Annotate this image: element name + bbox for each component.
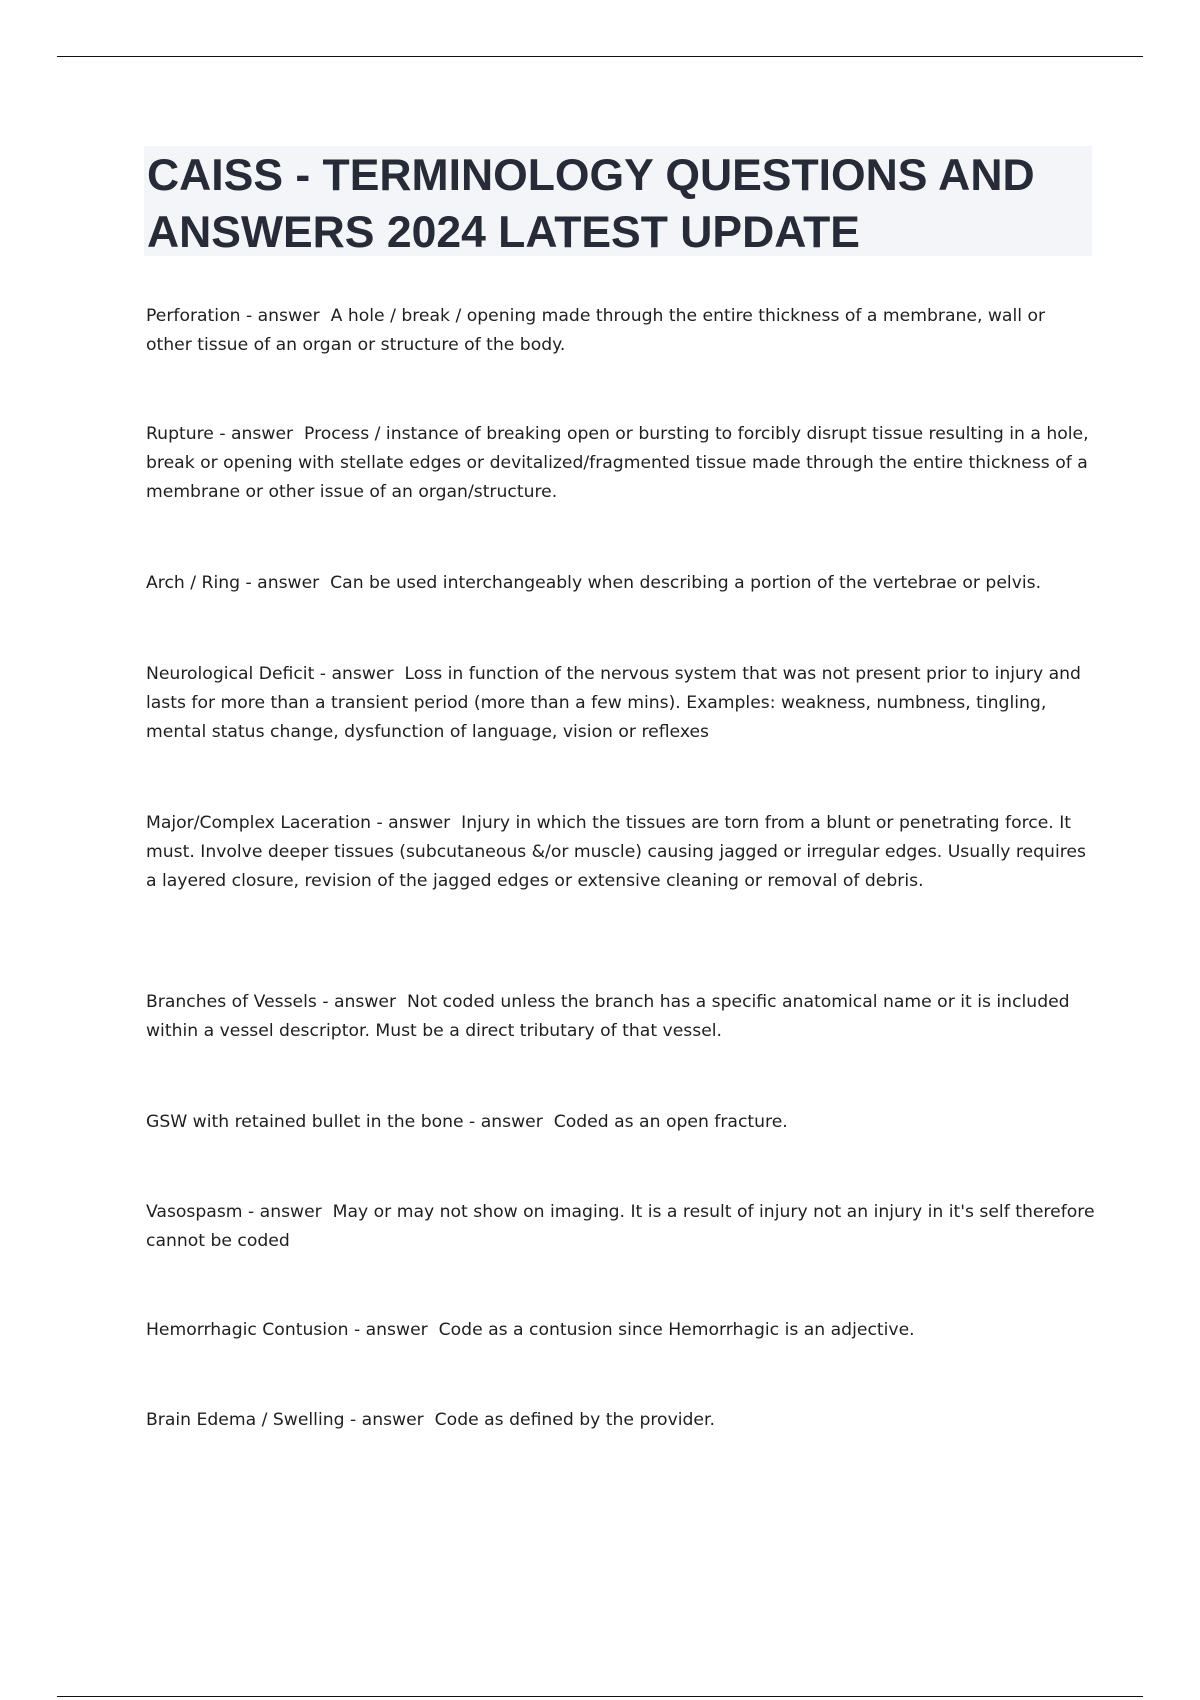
entry-definition: Injury in which the tissues are torn from a blunt or penetrating force. It must. Involve deeper tissues (subcutaneous &/or muscle) causing jagged or irregular edges. Usually requires a layered closure, revision of the jagged edges or extensive cleaning or removal of debris. <box>146 813 1086 891</box>
title-box <box>144 146 1092 256</box>
entry-term: Rupture <box>146 424 214 444</box>
entry-perforation <box>146 302 1096 360</box>
entry-term: Neurological Deficit <box>146 664 315 684</box>
document-title: CAISS - TERMINOLOGY QUESTIONS AND ANSWERS 2024 LATEST UPDATE <box>147 151 1035 257</box>
entry-term: Vasospasm <box>146 1202 243 1222</box>
entry-neurological-deficit <box>146 660 1096 747</box>
entry-separator: - answer <box>348 1320 439 1340</box>
entry-hemorrhagic-contusion <box>146 1316 1096 1345</box>
entry-definition: Process / instance of breaking open or bursting to forcibly disrupt tissue resulting in a hole, break or opening with stellate edges or devitalized/fragmented tissue made through the entire thickness of a membrane or other issue of an organ/structure. <box>146 424 1089 502</box>
entry-major-complex-laceration <box>146 809 1096 896</box>
bottom-rule <box>57 1696 1143 1697</box>
entry-separator: - answer <box>463 1112 554 1132</box>
entry-term: GSW with retained bullet in the bone <box>146 1112 464 1132</box>
entry-definition: Code as a contusion since Hemorrhagic is an adjective. <box>438 1320 915 1340</box>
entry-vasospasm <box>146 1198 1096 1256</box>
entry-separator: - answer <box>242 1202 333 1222</box>
entry-separator: - answer <box>240 306 331 326</box>
entry-separator: - answer <box>316 992 407 1012</box>
entry-definition: Loss in function of the nervous system that was not present prior to injury and lasts for more than a transient period (more than a few mins). Examples: weakness, numbness, tingling, mental status change, dysfunction of language, vision or reflexes <box>146 664 1081 742</box>
entry-definition: May or may not show on imaging. It is a result of injury not an injury in it's self therefore cannot be coded <box>146 1202 1095 1251</box>
top-rule <box>57 56 1143 57</box>
entry-term: Perforation <box>146 306 241 326</box>
entry-definition: Coded as an open fracture. <box>553 1112 788 1132</box>
entry-definition: Can be used interchangeably when describing a portion of the vertebrae or pelvis. <box>330 573 1042 593</box>
entry-rupture <box>146 420 1096 507</box>
entry-brain-edema-swelling <box>146 1406 1096 1435</box>
entry-term: Brain Edema / Swelling <box>146 1410 345 1430</box>
entry-separator: - answer <box>213 424 305 444</box>
entry-definition: A hole / break / opening made through the entire thickness of a membrane, wall or other tissue of an organ or structure of the body. <box>146 306 1046 355</box>
entry-term: Branches of Vessels <box>146 992 317 1012</box>
entry-definition: Not coded unless the branch has a specific anatomical name or it is included within a vessel descriptor. Must be a direct tributary of that vessel. <box>146 992 1070 1041</box>
entry-term: Arch / Ring <box>146 573 241 593</box>
entry-gsw-retained-bullet <box>146 1108 1096 1137</box>
entry-definition: Code as defined by the provider. <box>434 1410 715 1430</box>
entry-separator: - answer <box>371 813 462 833</box>
entry-separator: - answer <box>314 664 405 684</box>
entry-branches-of-vessels <box>146 988 1096 1046</box>
entry-separator: - answer <box>240 573 331 593</box>
entry-term: Hemorrhagic Contusion <box>146 1320 349 1340</box>
entry-term: Major/Complex Laceration <box>146 813 372 833</box>
entry-arch-ring <box>146 569 1096 598</box>
entry-separator: - answer <box>344 1410 435 1430</box>
